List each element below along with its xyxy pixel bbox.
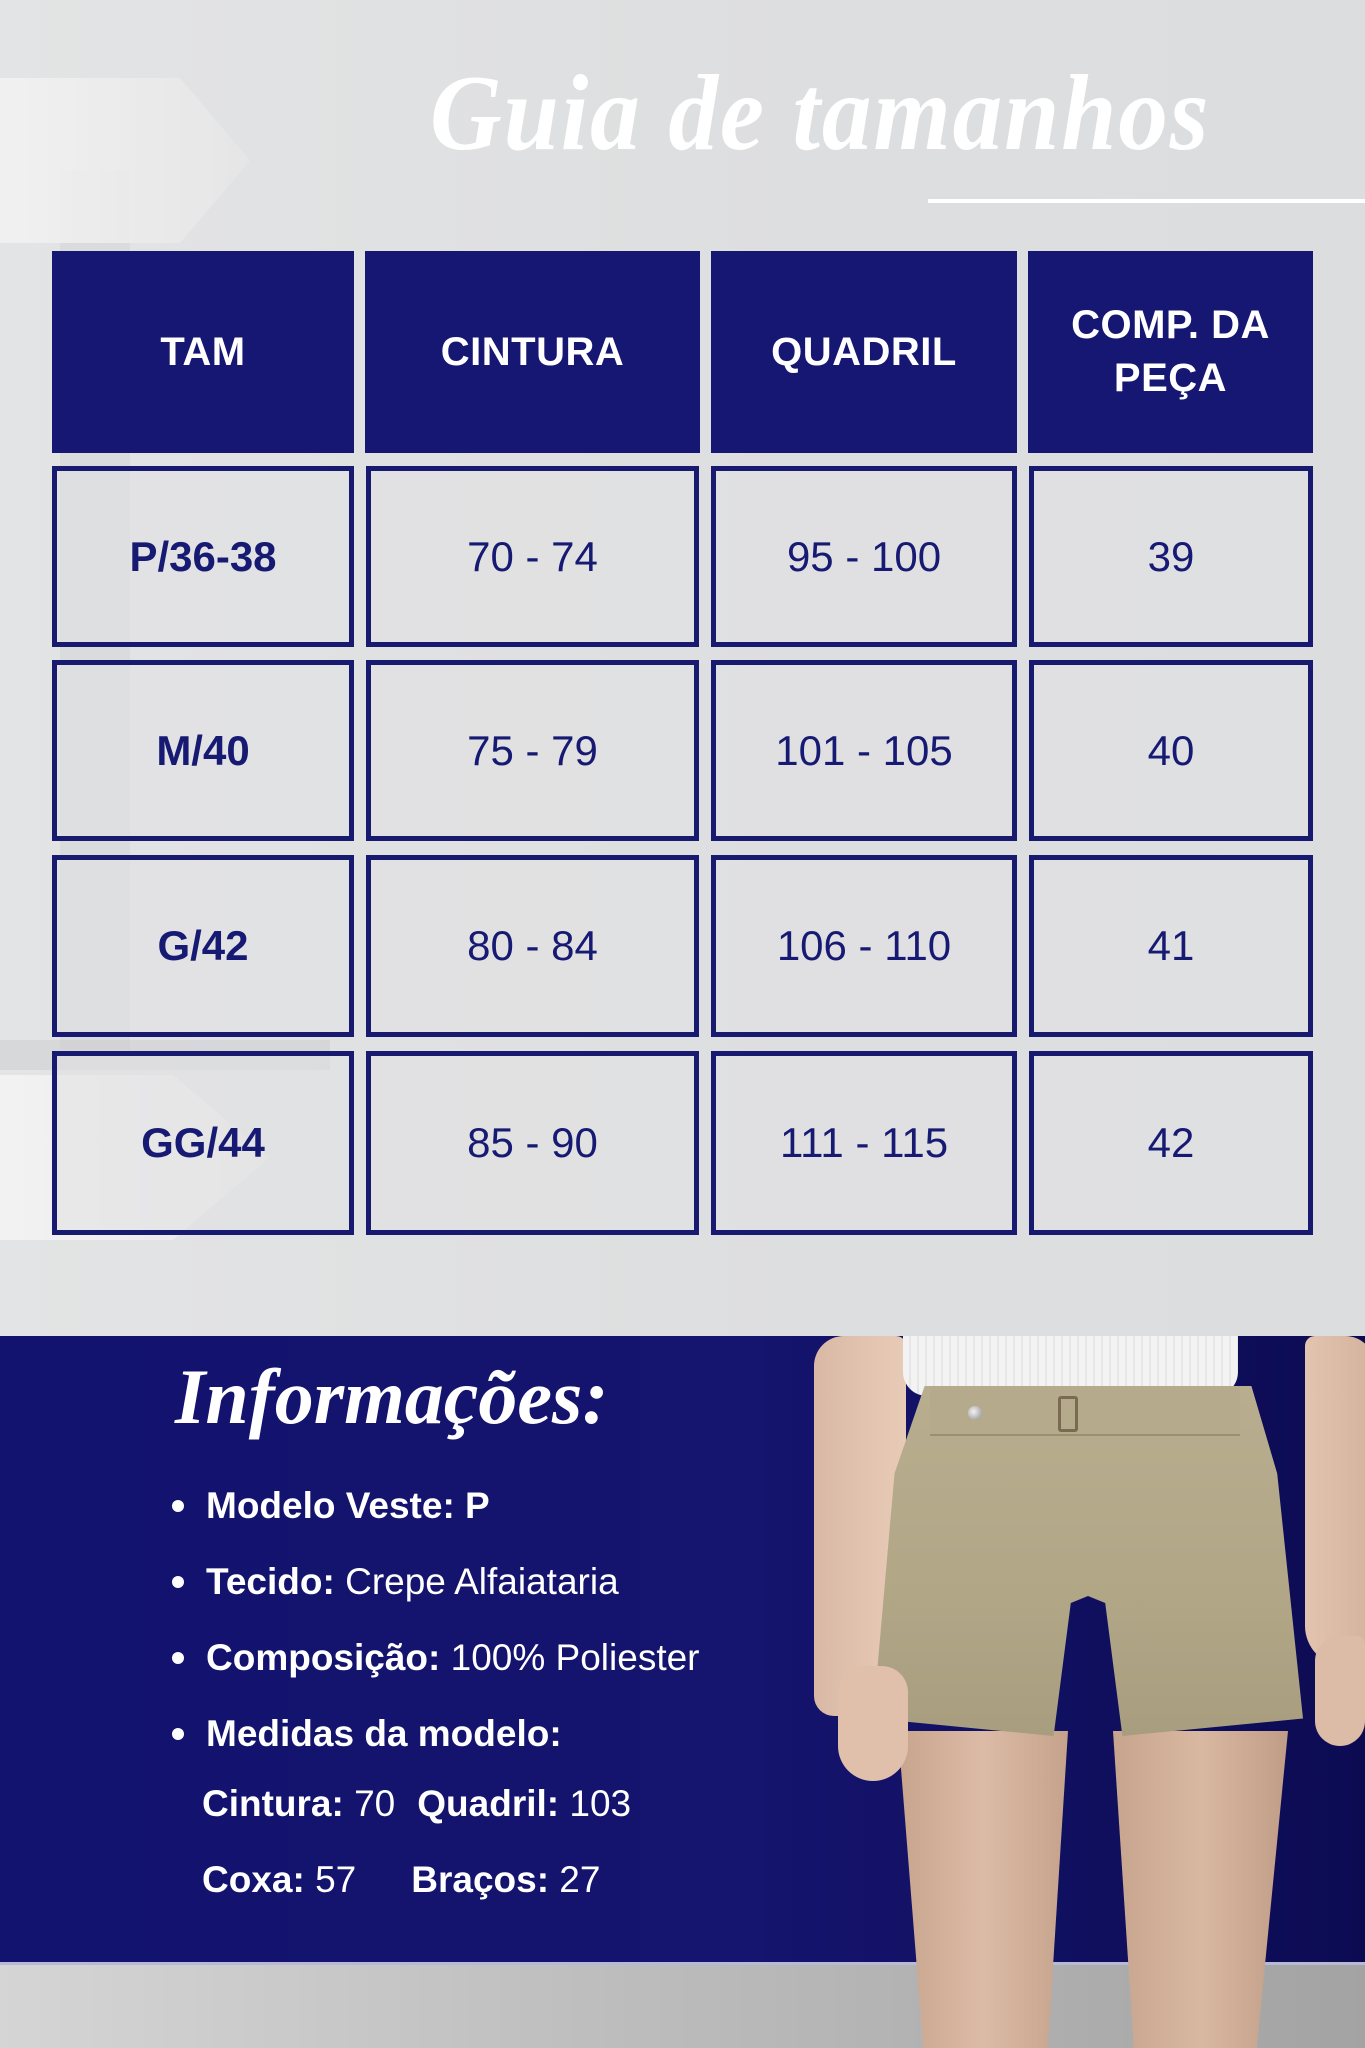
table-cell-tam: M/40: [52, 660, 354, 841]
bullet-icon: [172, 1576, 184, 1588]
bullet-icon: [172, 1652, 184, 1664]
info-title: Informações:: [175, 1353, 609, 1440]
title-underline: [928, 199, 1365, 203]
info-label: Tecido:: [206, 1561, 335, 1602]
table-cell-cintura: 70 - 74: [366, 466, 699, 647]
info-list: [172, 1468, 700, 1772]
table-cell-quadril: 101 - 105: [711, 660, 1017, 841]
measure-value-quadril: 103: [559, 1783, 632, 1824]
measure-label-cintura: Cintura:: [202, 1783, 344, 1824]
bullet-icon: [172, 1728, 184, 1740]
bullet-icon: [172, 1500, 184, 1512]
measure-value-coxa: 57: [304, 1859, 357, 1900]
table-cell-quadril: 111 - 115: [711, 1051, 1017, 1235]
info-label: Medidas da modelo:: [206, 1713, 562, 1754]
header-cintura: CINTURA: [365, 251, 700, 453]
model-left-leg: [898, 1731, 1068, 2048]
model-right-leg: [1113, 1731, 1288, 2048]
product-photo: [808, 1336, 1365, 2048]
table-cell-comp: 41: [1029, 855, 1313, 1037]
model-right-arm: [1305, 1336, 1365, 1666]
info-item-modelo-veste: [172, 1468, 700, 1544]
info-value: 100% Poliester: [440, 1637, 700, 1678]
header-comprimento-line2: PEÇA: [1113, 356, 1228, 400]
info-value: Crepe Alfaiataria: [334, 1561, 619, 1602]
table-cell-tam: G/42: [52, 855, 354, 1037]
measure-label-quadril: Quadril:: [417, 1783, 560, 1824]
model-measurements: [202, 1766, 631, 1918]
header-quadril: QUADRIL: [711, 251, 1017, 453]
table-cell-quadril: 106 - 110: [711, 855, 1017, 1037]
beige-shorts: [873, 1386, 1303, 1736]
header-tam: TAM: [52, 251, 354, 453]
info-item-tecido: [172, 1544, 700, 1620]
measure-row-2: [202, 1842, 631, 1918]
table-cell-comp: 40: [1029, 660, 1313, 841]
measure-value-bracos: 27: [549, 1859, 601, 1900]
measure-label-bracos: Braços:: [411, 1859, 550, 1900]
table-cell-cintura: 80 - 84: [366, 855, 699, 1037]
header-comprimento: [1028, 251, 1313, 453]
header-comprimento-line1: COMP. DA: [1071, 303, 1270, 348]
measure-row-1: [202, 1766, 631, 1842]
table-cell-comp: 42: [1029, 1051, 1313, 1235]
shorts-button-icon: [968, 1406, 982, 1420]
belt-buckle-icon: [1058, 1396, 1078, 1432]
table-cell-cintura: 85 - 90: [366, 1051, 699, 1235]
info-label: Modelo Veste: P: [206, 1485, 490, 1526]
page-title: Guia de tamanhos: [430, 54, 1211, 173]
info-item-medidas: [172, 1696, 700, 1772]
table-cell-cintura: 75 - 79: [366, 660, 699, 841]
info-item-composicao: [172, 1620, 700, 1696]
table-cell-quadril: 95 - 100: [711, 466, 1017, 647]
info-label: Composição:: [206, 1637, 441, 1678]
measure-value-cintura: 70: [343, 1783, 396, 1824]
table-cell-comp: 39: [1029, 466, 1313, 647]
table-cell-tam: GG/44: [52, 1051, 354, 1235]
model-right-hand: [1315, 1636, 1365, 1746]
measure-label-coxa: Coxa:: [202, 1859, 305, 1900]
table-cell-tam: P/36-38: [52, 466, 354, 647]
model-left-hand: [838, 1666, 908, 1781]
